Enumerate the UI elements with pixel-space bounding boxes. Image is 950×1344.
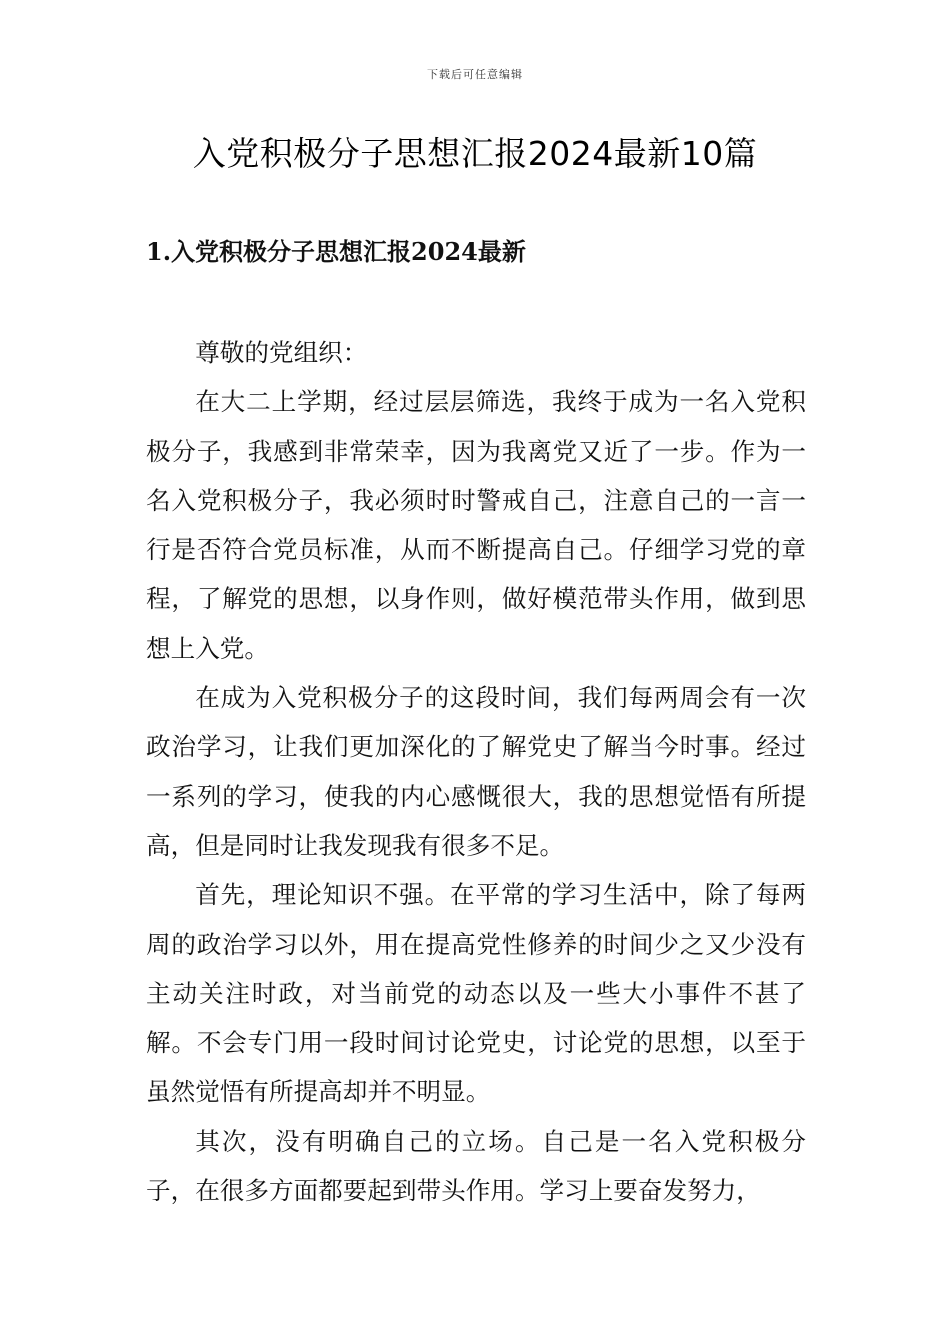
paragraph: 其次，没有明确自己的立场。自己是一名入党积极分子，在很多方面都要起到带头作用。学习上要奋发努力，: [146, 1126, 806, 1206]
document-title: 入党积极分子思想汇报2024最新10篇: [192, 134, 758, 173]
paragraph: 在成为入党积极分子的这段时间，我们每两周会有一次政治学习，让我们更加深化的了解党史了解当今时事。经过一系列的学习，使我的内心感慨很大，我的思想觉悟有所提高，但是同时让我发现我有很多不足。: [146, 683, 806, 860]
paragraph: 在大二上学期，经过层层筛选，我终于成为一名入党积极分子，我感到非常荣幸，因为我离党又近了一步。作为一名入党积极分子，我必须时时警戒自己，注意自己的一言一行是否符合党员标准，从而不断提高自己。仔细学习党的章程，了解党的思想，以身作则，做好模范带头作用，做到思想上入党。: [146, 387, 806, 663]
document-body: [146, 328, 806, 1215]
header-note: 下载后可任意编辑: [427, 68, 523, 81]
section-heading: 1.入党积极分子思想汇报2024最新: [146, 237, 526, 266]
salutation: 尊敬的党组织：: [195, 338, 368, 367]
paragraph: 首先，理论知识不强。在平常的学习生活中，除了每两周的政治学习以外，用在提高党性修养的时间少之又少没有主动关注时政，对当前党的动态以及一些大小事件不甚了解。不会专门用一段时间讨论党史，讨论党的思想，以至于虽然觉悟有所提高却并不明显。: [146, 880, 806, 1107]
